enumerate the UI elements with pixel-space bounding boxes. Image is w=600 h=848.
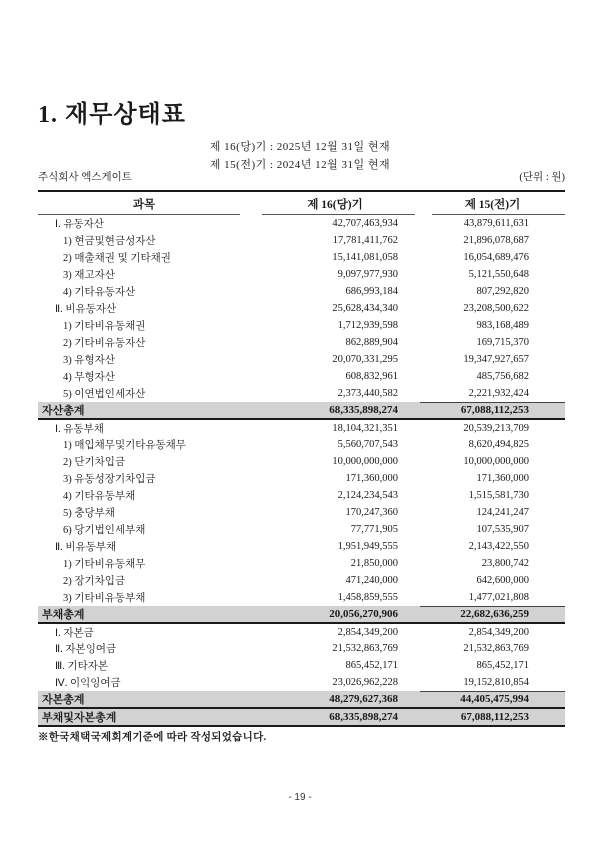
current-period-value: 170,247,360: [345, 507, 398, 518]
current-period-value: 20,070,331,295: [332, 354, 398, 365]
prior-period-value: 20,539,213,709: [463, 422, 529, 434]
account-label: 3) 유동성장기차입금: [63, 474, 156, 485]
column-header-current-period: 제 16(당)기: [250, 191, 420, 215]
current-period-value: 10,000,000,000: [332, 456, 398, 467]
current-period-value: 608,832,961: [345, 371, 398, 382]
total-row: [38, 402, 565, 419]
table-body: [38, 215, 565, 726]
account-label: 자본총계: [38, 691, 250, 708]
prior-period-value: 642,600,000: [476, 575, 529, 586]
table-row: [38, 470, 565, 487]
table-row: [38, 368, 565, 385]
account-label: 1) 기타비유동채권: [63, 321, 146, 332]
current-period-value: 862,889,904: [345, 337, 398, 348]
prior-period-value: 21,896,078,687: [463, 235, 529, 246]
prior-period-value: 5,121,550,648: [468, 269, 529, 280]
total-row: [38, 606, 565, 623]
prior-period-value: 16,054,689,476: [463, 252, 529, 263]
account-label: 2) 장기차입금: [63, 576, 126, 587]
table-row: [38, 572, 565, 589]
account-label: 3) 유형자산: [63, 355, 115, 366]
page-title: 1. 재무상태표: [38, 102, 186, 128]
table-row: [38, 657, 565, 674]
currency-unit-label: (단위 : 원): [519, 172, 565, 183]
current-period-value: 9,097,977,930: [337, 269, 398, 280]
account-label: 2) 단기차입금: [63, 457, 126, 468]
prior-period-value: 107,535,907: [476, 524, 529, 535]
prior-period-value: 169,715,370: [476, 337, 529, 348]
account-label: 2) 기타비유동자산: [63, 338, 146, 349]
prior-period-value: 1,515,581,730: [468, 490, 529, 501]
current-period-value: 1,951,949,555: [337, 541, 398, 552]
prior-period-value: 983,168,489: [476, 320, 529, 331]
current-period-value: 686,993,184: [345, 286, 398, 297]
account-label: 부채및자본총계: [38, 708, 250, 726]
account-label: 5) 충당부채: [63, 508, 115, 519]
table-row: [38, 266, 565, 283]
current-period-value: 15,141,081,058: [332, 252, 398, 263]
prior-period-value: 8,620,494,825: [468, 439, 529, 450]
table-row: [38, 538, 565, 555]
current-period-value: 1,712,939,598: [337, 320, 398, 331]
table-row: [38, 453, 565, 470]
balance-sheet-table: [38, 190, 565, 727]
header-row: [38, 191, 565, 215]
prior-period-value: 43,879,611,631: [463, 218, 529, 229]
table-header: [38, 191, 565, 215]
table-row: [38, 419, 565, 436]
prior-period-value: 807,292,820: [476, 286, 529, 297]
account-label: Ⅰ. 자본금: [55, 627, 94, 639]
account-label: Ⅰ. 유동부채: [55, 423, 104, 435]
account-label: 부채총계: [38, 606, 250, 623]
account-label: Ⅳ. 이익잉여금: [55, 678, 121, 689]
table-row: [38, 351, 565, 368]
current-period-value: 20,056,270,906: [250, 606, 420, 623]
prior-period-value: 19,347,927,657: [463, 354, 529, 365]
account-label: 6) 당기법인세부채: [63, 525, 146, 536]
current-period-value: 2,854,349,200: [337, 626, 398, 638]
current-period-value: 23,026,962,228: [332, 677, 398, 688]
account-label: 1) 현금및현금성자산: [63, 236, 156, 247]
company-name: 주식회사 엑스게이트: [38, 172, 132, 183]
prior-period-value: 2,221,932,424: [468, 387, 529, 399]
total-row: [38, 708, 565, 726]
current-period-value: 5,560,707,543: [337, 439, 398, 450]
prior-period-value: 171,360,000: [476, 473, 529, 484]
prior-period-value: 485,756,682: [476, 371, 529, 382]
account-label: 자산총계: [38, 402, 250, 419]
prior-period-value: 2,143,422,550: [468, 541, 529, 552]
accounting-standard-footnote: ※한국채택국제회계기준에 따라 작성되었습니다.: [38, 732, 267, 743]
current-period-value: 25,628,434,340: [332, 303, 398, 314]
table-row: [38, 555, 565, 572]
current-period-value: 21,850,000: [350, 558, 398, 569]
account-label: 3) 기타비유동부채: [63, 593, 146, 604]
column-header-prior-period: 제 15(전)기: [420, 191, 565, 215]
current-period-value: 2,124,234,543: [337, 490, 398, 501]
prior-period-value: 67,088,112,253: [420, 402, 565, 419]
prior-period-value: 67,088,112,253: [420, 708, 565, 726]
page-number: - 19 -: [288, 792, 312, 803]
table-meta-row: [38, 169, 565, 184]
account-label: Ⅱ. 비유동부채: [55, 542, 117, 553]
current-period-line: 제 16(당)기 : 2025년 12월 31일 현재: [209, 141, 391, 153]
current-period-value: 171,360,000: [345, 473, 398, 484]
current-period-value: 17,781,411,762: [332, 235, 398, 246]
account-label: 1) 매입채무및기타유동채무: [63, 440, 186, 451]
prior-period-value: 23,800,742: [481, 558, 529, 569]
current-period-value: 1,458,859,555: [337, 592, 398, 603]
account-label: Ⅱ. 자본잉여금: [55, 644, 117, 655]
table-row: [38, 436, 565, 453]
account-label: 1) 기타비유동채무: [63, 559, 146, 570]
table-row: [38, 623, 565, 640]
table-row: [38, 300, 565, 317]
prior-period-value: 21,532,863,769: [463, 643, 529, 654]
prior-period-line: 제 15(전)기 : 2024년 12월 31일 현재: [209, 159, 391, 171]
table-row: [38, 385, 565, 402]
account-label: 4) 기타유동자산: [63, 287, 136, 298]
current-period-value: 2,373,440,582: [337, 388, 398, 399]
current-period-value: 21,532,863,769: [332, 643, 398, 654]
account-label: Ⅰ. 유동자산: [55, 219, 104, 230]
prior-period-value: 10,000,000,000: [463, 456, 529, 467]
account-label: 4) 무형자산: [63, 372, 115, 383]
prior-period-value: 2,854,349,200: [468, 626, 529, 638]
account-label: 2) 매출채권 및 기타채권: [63, 253, 171, 264]
table-row: [38, 487, 565, 504]
current-period-value: 42,707,463,934: [332, 218, 398, 229]
prior-period-value: 19,152,810,854: [463, 676, 529, 688]
prior-period-value: 865,452,171: [476, 660, 529, 671]
prior-period-value: 124,241,247: [476, 507, 529, 518]
table-row: [38, 504, 565, 521]
current-period-value: 471,240,000: [345, 575, 398, 586]
current-period-value: 48,279,627,368: [250, 691, 420, 708]
current-period-value: 77,771,905: [350, 524, 398, 535]
current-period-value: 68,335,898,274: [250, 708, 420, 726]
prior-period-value: 22,682,636,259: [420, 606, 565, 623]
prior-period-value: 23,208,500,622: [463, 303, 529, 314]
table-row: [38, 317, 565, 334]
account-label: Ⅱ. 비유동자산: [55, 304, 117, 315]
table-row: [38, 640, 565, 657]
table-row: [38, 232, 565, 249]
account-label: Ⅲ. 기타자본: [55, 661, 109, 672]
table-row: [38, 334, 565, 351]
table-row: [38, 521, 565, 538]
current-period-value: 68,335,898,274: [250, 402, 420, 419]
table-row: [38, 215, 565, 232]
account-label: 5) 이연법인세자산: [63, 389, 146, 400]
prior-period-value: 1,477,021,808: [468, 591, 529, 603]
account-label: 4) 기타유동부채: [63, 491, 136, 502]
prior-period-value: 44,405,475,994: [420, 691, 565, 708]
total-row: [38, 691, 565, 708]
account-label: 3) 재고자산: [63, 270, 115, 281]
current-period-value: 865,452,171: [345, 660, 398, 671]
table-row: [38, 589, 565, 606]
table-row: [38, 283, 565, 300]
column-header-account: 과목: [38, 191, 250, 215]
table-row: [38, 249, 565, 266]
current-period-value: 18,104,321,351: [332, 422, 398, 434]
table-row: [38, 674, 565, 691]
